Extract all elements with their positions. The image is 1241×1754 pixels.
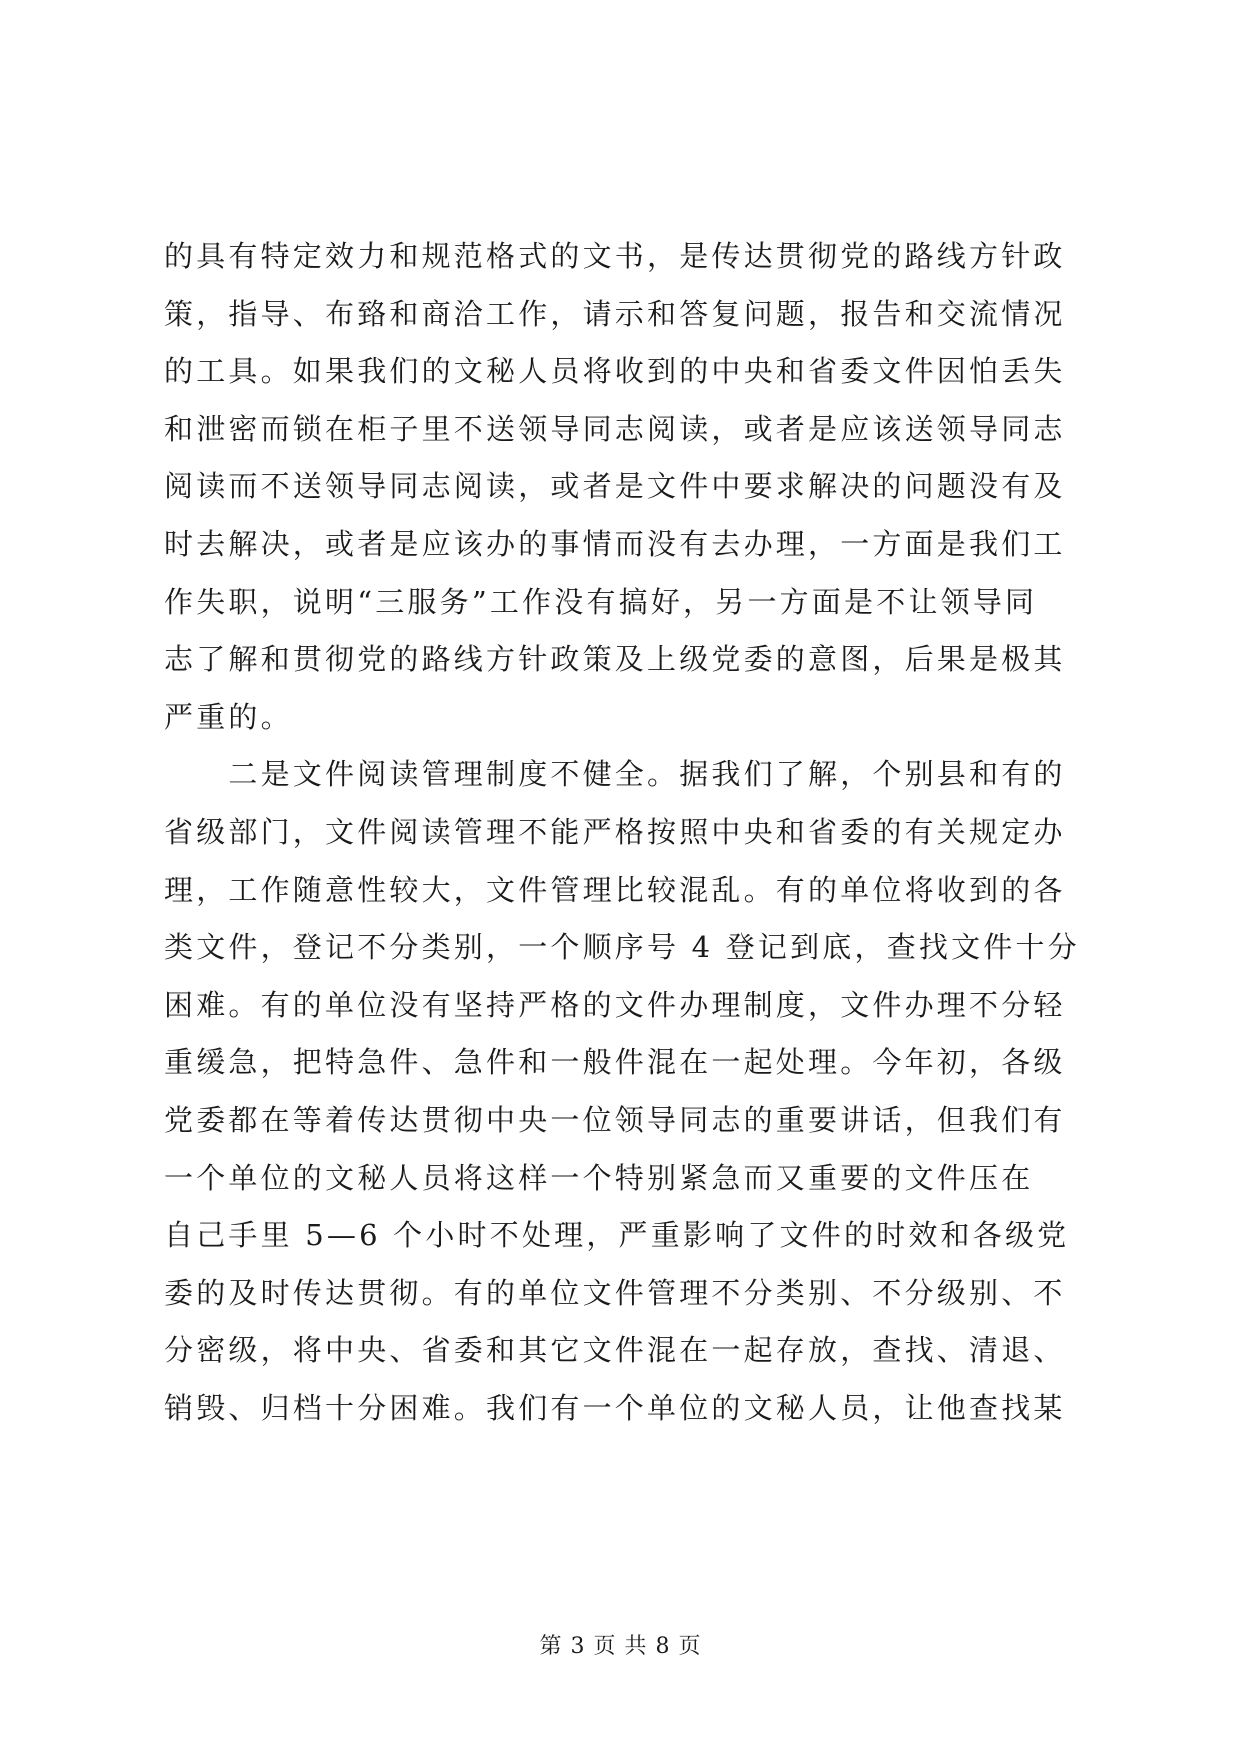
text-line: 志了解和贯彻党的路线方针政策及上级党委的意图，后果是极其 [164,642,1066,677]
text-line: 委的及时传达贯彻。有的单位文件管理不分类别、不分级别、不 [164,1275,1066,1310]
body-text [164,228,1084,1437]
text-line: 的工具。如果我们的文秘人员将收到的中央和省委文件因怕丢失 [164,354,1066,389]
text-line: 阅读而不送领导同志阅读，或者是文件中要求解决的问题没有及 [164,469,1066,504]
text-line: 类文件，登记不分类别，一个顺序号 4 登记到底，查找文件十分 [164,930,1080,965]
text-line: 严重的。 [164,699,293,734]
text-line: 党委都在等着传达贯彻中央一位领导同志的重要讲话，但我们有 [164,1102,1066,1137]
text-line: 省级部门，文件阅读管理不能严格按照中央和省委的有关规定办 [164,814,1066,849]
page-number-footer: 第 3 页 共 8 页 [539,1634,702,1659]
text-line: 一个单位的文秘人员将这样一个特别紧急而又重要的文件压在 [164,1160,1034,1195]
text-line: 自己手里 5—6 个小时不处理，严重影响了文件的时效和各级党 [164,1218,1070,1253]
text-line: 作失职，说明“三服务”工作没有搞好，另一方面是不让领导同 [164,584,1038,619]
text-line: 时去解决，或者是应该办的事情而没有去办理，一方面是我们工 [164,526,1066,561]
text-line: 和泄密而锁在柜子里不送领导同志阅读，或者是应该送领导同志 [164,411,1066,446]
text-line: 销毁、归档十分困难。我们有一个单位的文秘人员，让他查找某 [164,1390,1066,1425]
text-line: 分密级，将中央、省委和其它文件混在一起存放，查找、清退、 [164,1333,1066,1368]
text-line: 困难。有的单位没有坚持严格的文件办理制度，文件办理不分轻 [164,987,1066,1022]
text-line: 重缓急，把特急件、急件和一般件混在一起处理。今年初，各级 [164,1045,1066,1080]
text-line: 的具有特定效力和规范格式的文书，是传达贯彻党的路线方针政 [164,239,1066,273]
text-line: 二是文件阅读管理制度不健全。据我们了解，个别县和有的 [164,757,1066,792]
text-line: 策，指导、布臵和商洽工作，请示和答复问题，报告和交流情况 [164,296,1066,331]
text-line: 理，工作随意性较大，文件管理比较混乱。有的单位将收到的各 [164,872,1066,907]
